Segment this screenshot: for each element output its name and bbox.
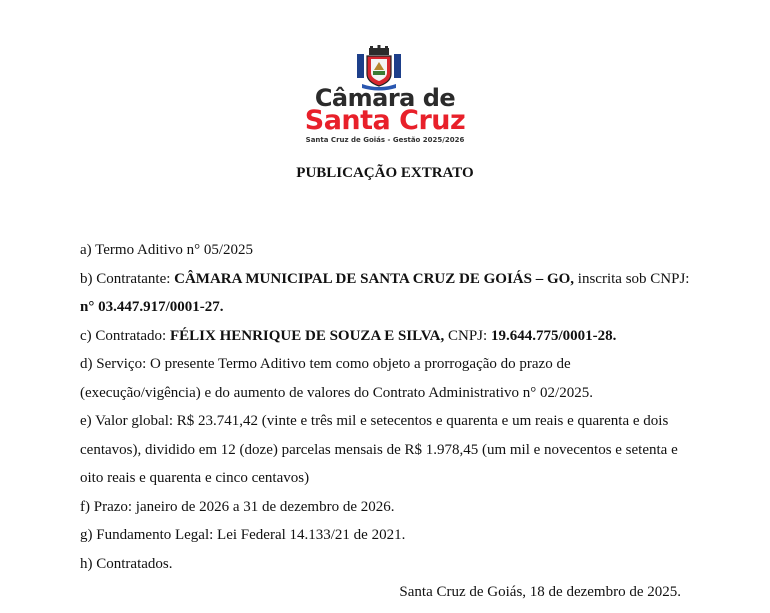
item-b-prefix: b) Contratante: xyxy=(80,270,175,287)
document-title: PUBLICAÇÃO EXTRATO xyxy=(296,165,474,181)
item-b-cnpj: n° 03.447.917/0001-27. xyxy=(80,299,224,315)
item-b xyxy=(80,265,690,322)
item-h: h) Contratados. xyxy=(80,555,173,572)
item-c xyxy=(80,322,690,351)
logo-line1: Câmara de xyxy=(314,84,456,112)
logo-line3: Santa Cruz de Goiás - Gestão 2025/2026 xyxy=(305,136,465,144)
item-d: d) Serviço: O presente Termo Aditivo tem como objeto a prorrogação do prazo de (execução/vigência) e do aumento de valores do Contrato Administrativo n° 02/2025. xyxy=(80,356,593,401)
item-c-prefix: c) Contratado: xyxy=(80,327,170,344)
item-e: e) Valor global: R$ 23.741,42 (vinte e três mil e setecentos e quarenta e um reais e quarenta e dois centavos), dividido em 12 (doze) parcelas mensais de R$ 1.978,45 (um mil e novecentos e setenta e oito reais e quarenta e cinco centavos) xyxy=(80,413,678,486)
item-b-mid: inscrita sob CNPJ: xyxy=(574,270,690,287)
item-c-cnpj: 19.644.775/0001-28. xyxy=(490,327,617,344)
logo-line2: Santa Cruz xyxy=(304,105,466,136)
item-f: f) Prazo: janeiro de 2026 a 31 de dezembro de 2026. xyxy=(80,498,395,515)
signature-line: Santa Cruz de Goiás, 18 de dezembro de 2025. xyxy=(399,584,681,600)
item-c-contratado: FÉLIX HENRIQUE DE SOUZA E SILVA, xyxy=(169,327,445,344)
item-a: a) Termo Aditivo n° 05/2025 xyxy=(80,242,253,258)
item-g: g) Fundamento Legal: Lei Federal 14.133/21 de 2021. xyxy=(80,527,406,543)
item-b-contratante: CÂMARA MUNICIPAL DE SANTA CRUZ DE GOIÁS – GO, xyxy=(174,270,575,287)
document-body xyxy=(80,236,690,578)
item-c-mid: CNPJ: xyxy=(444,327,491,344)
